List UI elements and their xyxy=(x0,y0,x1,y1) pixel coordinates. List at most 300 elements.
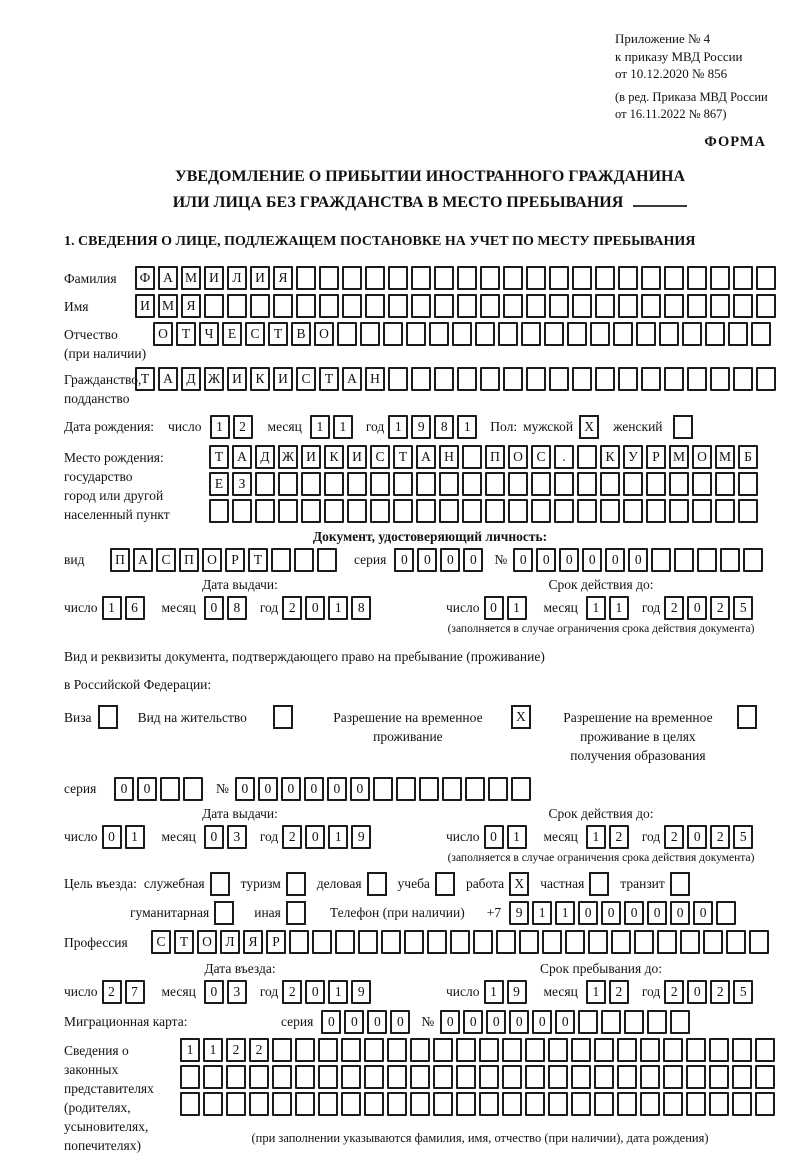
char-box[interactable] xyxy=(659,322,679,346)
char-box[interactable]: 0 xyxy=(628,548,648,572)
char-box[interactable]: 1 xyxy=(125,825,145,849)
char-box[interactable] xyxy=(342,294,362,318)
char-box[interactable] xyxy=(502,1092,522,1116)
char-box[interactable]: 0 xyxy=(513,548,533,572)
char-box[interactable] xyxy=(687,294,707,318)
char-box[interactable]: М xyxy=(715,445,735,469)
char-box[interactable]: 0 xyxy=(344,1010,364,1034)
char-box[interactable] xyxy=(749,930,769,954)
char-box[interactable]: Л xyxy=(227,266,247,290)
char-box[interactable] xyxy=(577,472,597,496)
char-box[interactable]: 1 xyxy=(328,596,348,620)
char-box[interactable]: 0 xyxy=(687,825,707,849)
char-box[interactable]: 0 xyxy=(321,1010,341,1034)
char-box[interactable]: 0 xyxy=(463,1010,483,1034)
char-box[interactable] xyxy=(480,367,500,391)
char-box[interactable]: 0 xyxy=(305,980,325,1004)
char-box[interactable] xyxy=(295,1092,315,1116)
char-box[interactable]: 0 xyxy=(367,1010,387,1034)
char-box[interactable] xyxy=(577,445,597,469)
char-box[interactable]: 1 xyxy=(586,825,606,849)
char-box[interactable] xyxy=(623,499,643,523)
char-box[interactable] xyxy=(278,499,298,523)
char-box[interactable] xyxy=(452,322,472,346)
char-box[interactable]: К xyxy=(250,367,270,391)
char-box[interactable] xyxy=(318,1065,338,1089)
char-box[interactable] xyxy=(710,266,730,290)
char-box[interactable] xyxy=(756,367,776,391)
char-box[interactable] xyxy=(549,367,569,391)
char-box[interactable]: 1 xyxy=(102,596,122,620)
char-box[interactable] xyxy=(457,266,477,290)
char-box[interactable] xyxy=(687,367,707,391)
char-box[interactable] xyxy=(480,266,500,290)
char-box[interactable]: 0 xyxy=(605,548,625,572)
char-box[interactable] xyxy=(160,777,180,801)
char-box[interactable]: 0 xyxy=(670,901,690,925)
char-box[interactable]: Я xyxy=(243,930,263,954)
char-box[interactable]: 1 xyxy=(180,1038,200,1062)
char-box[interactable] xyxy=(636,322,656,346)
char-box[interactable]: 1 xyxy=(507,596,527,620)
char-box[interactable] xyxy=(640,1092,660,1116)
char-box[interactable] xyxy=(272,1065,292,1089)
char-box[interactable]: 5 xyxy=(733,825,753,849)
char-box[interactable] xyxy=(709,1092,729,1116)
char-box[interactable]: А xyxy=(158,266,178,290)
char-box[interactable] xyxy=(572,294,592,318)
char-box[interactable] xyxy=(595,294,615,318)
char-box[interactable] xyxy=(347,499,367,523)
char-box[interactable] xyxy=(272,1038,292,1062)
char-box[interactable]: 0 xyxy=(304,777,324,801)
char-box[interactable] xyxy=(319,266,339,290)
char-box[interactable] xyxy=(617,1038,637,1062)
char-box[interactable] xyxy=(715,499,735,523)
char-box[interactable] xyxy=(456,1092,476,1116)
char-box[interactable]: Б xyxy=(738,445,758,469)
char-box[interactable] xyxy=(341,1038,361,1062)
char-box[interactable]: 2 xyxy=(664,596,684,620)
char-box[interactable] xyxy=(617,1065,637,1089)
char-box[interactable] xyxy=(433,1065,453,1089)
char-box[interactable] xyxy=(456,1065,476,1089)
char-box[interactable] xyxy=(641,266,661,290)
char-box[interactable]: 0 xyxy=(327,777,347,801)
char-box[interactable]: 2 xyxy=(249,1038,269,1062)
char-box[interactable]: 0 xyxy=(305,825,325,849)
char-box[interactable]: 1 xyxy=(532,901,552,925)
char-box[interactable] xyxy=(692,472,712,496)
char-box[interactable] xyxy=(565,930,585,954)
char-box[interactable]: 2 xyxy=(226,1038,246,1062)
char-box[interactable] xyxy=(669,499,689,523)
char-box[interactable]: 5 xyxy=(733,980,753,1004)
char-box[interactable]: И xyxy=(301,445,321,469)
char-box[interactable] xyxy=(618,294,638,318)
visa-checkbox[interactable] xyxy=(98,705,118,729)
char-box[interactable] xyxy=(294,548,314,572)
char-box[interactable] xyxy=(393,472,413,496)
char-box[interactable] xyxy=(710,294,730,318)
char-box[interactable] xyxy=(337,322,357,346)
char-box[interactable] xyxy=(647,1010,667,1034)
char-box[interactable] xyxy=(271,548,291,572)
char-box[interactable] xyxy=(462,445,482,469)
char-box[interactable]: С xyxy=(370,445,390,469)
char-box[interactable]: 0 xyxy=(484,825,504,849)
char-box[interactable] xyxy=(733,294,753,318)
char-box[interactable] xyxy=(295,1065,315,1089)
char-box[interactable] xyxy=(272,1092,292,1116)
char-box[interactable] xyxy=(755,1038,775,1062)
char-box[interactable] xyxy=(479,1092,499,1116)
char-box[interactable] xyxy=(373,777,393,801)
char-box[interactable]: 9 xyxy=(507,980,527,1004)
char-box[interactable]: 2 xyxy=(233,415,253,439)
char-box[interactable]: 1 xyxy=(328,980,348,1004)
char-box[interactable] xyxy=(226,1092,246,1116)
char-box[interactable] xyxy=(567,322,587,346)
char-box[interactable]: Д xyxy=(255,445,275,469)
char-box[interactable]: 0 xyxy=(624,901,644,925)
char-box[interactable]: 6 xyxy=(125,596,145,620)
char-box[interactable] xyxy=(743,548,763,572)
char-box[interactable]: 0 xyxy=(417,548,437,572)
char-box[interactable] xyxy=(393,499,413,523)
char-box[interactable]: 1 xyxy=(484,980,504,1004)
char-box[interactable] xyxy=(496,930,516,954)
char-box[interactable]: К xyxy=(600,445,620,469)
char-box[interactable] xyxy=(726,930,746,954)
char-box[interactable]: П xyxy=(179,548,199,572)
checkbox-sluzhebnaya[interactable] xyxy=(210,872,230,896)
char-box[interactable] xyxy=(370,499,390,523)
char-box[interactable]: 1 xyxy=(586,980,606,1004)
char-box[interactable] xyxy=(387,1092,407,1116)
temp-residence-edu-checkbox[interactable] xyxy=(737,705,757,729)
char-box[interactable]: 9 xyxy=(351,980,371,1004)
char-box[interactable] xyxy=(548,1065,568,1089)
checkbox-chastnaya[interactable] xyxy=(589,872,609,896)
char-box[interactable] xyxy=(498,322,518,346)
char-box[interactable]: 1 xyxy=(210,415,230,439)
char-box[interactable]: 5 xyxy=(733,596,753,620)
male-checkbox[interactable]: X xyxy=(579,415,599,439)
char-box[interactable] xyxy=(595,266,615,290)
char-box[interactable] xyxy=(318,1038,338,1062)
char-box[interactable]: О xyxy=(197,930,217,954)
char-box[interactable] xyxy=(317,548,337,572)
char-box[interactable] xyxy=(594,1038,614,1062)
char-box[interactable] xyxy=(387,1065,407,1089)
char-box[interactable] xyxy=(442,777,462,801)
char-box[interactable] xyxy=(388,294,408,318)
char-box[interactable]: 0 xyxy=(204,980,224,1004)
char-box[interactable] xyxy=(680,930,700,954)
char-box[interactable] xyxy=(669,472,689,496)
char-box[interactable] xyxy=(624,1010,644,1034)
char-box[interactable] xyxy=(640,1038,660,1062)
char-box[interactable]: Н xyxy=(365,367,385,391)
char-box[interactable] xyxy=(318,1092,338,1116)
char-box[interactable]: Д xyxy=(181,367,201,391)
char-box[interactable] xyxy=(324,499,344,523)
char-box[interactable] xyxy=(410,1092,430,1116)
char-box[interactable]: С xyxy=(296,367,316,391)
char-box[interactable] xyxy=(716,901,736,925)
char-box[interactable]: 0 xyxy=(687,596,707,620)
residence-permit-checkbox[interactable] xyxy=(273,705,293,729)
char-box[interactable] xyxy=(416,499,436,523)
char-box[interactable]: О xyxy=(202,548,222,572)
char-box[interactable]: 0 xyxy=(258,777,278,801)
char-box[interactable] xyxy=(456,1038,476,1062)
char-box[interactable]: 2 xyxy=(710,980,730,1004)
char-box[interactable]: 0 xyxy=(394,548,414,572)
char-box[interactable] xyxy=(180,1065,200,1089)
checkbox-inaya[interactable] xyxy=(286,901,306,925)
char-box[interactable]: 9 xyxy=(411,415,431,439)
char-box[interactable] xyxy=(526,294,546,318)
char-box[interactable]: А xyxy=(416,445,436,469)
char-box[interactable] xyxy=(502,1038,522,1062)
char-box[interactable]: О xyxy=(153,322,173,346)
char-box[interactable] xyxy=(439,499,459,523)
char-box[interactable] xyxy=(525,1038,545,1062)
char-box[interactable] xyxy=(387,1038,407,1062)
char-box[interactable]: У xyxy=(623,445,643,469)
char-box[interactable] xyxy=(646,472,666,496)
char-box[interactable]: И xyxy=(227,367,247,391)
char-box[interactable] xyxy=(525,1092,545,1116)
char-box[interactable] xyxy=(526,266,546,290)
char-box[interactable]: 1 xyxy=(457,415,477,439)
char-box[interactable] xyxy=(756,266,776,290)
char-box[interactable] xyxy=(227,294,247,318)
char-box[interactable] xyxy=(204,294,224,318)
char-box[interactable] xyxy=(255,499,275,523)
char-box[interactable]: 1 xyxy=(203,1038,223,1062)
char-box[interactable] xyxy=(503,266,523,290)
char-box[interactable] xyxy=(209,499,229,523)
char-box[interactable]: 0 xyxy=(390,1010,410,1034)
char-box[interactable]: К xyxy=(324,445,344,469)
char-box[interactable]: 0 xyxy=(582,548,602,572)
char-box[interactable] xyxy=(324,472,344,496)
char-box[interactable] xyxy=(686,1065,706,1089)
char-box[interactable] xyxy=(365,294,385,318)
char-box[interactable] xyxy=(664,266,684,290)
char-box[interactable]: А xyxy=(232,445,252,469)
char-box[interactable]: С xyxy=(245,322,265,346)
char-box[interactable]: 1 xyxy=(507,825,527,849)
char-box[interactable]: Я xyxy=(181,294,201,318)
char-box[interactable]: 2 xyxy=(664,825,684,849)
char-box[interactable] xyxy=(416,472,436,496)
char-box[interactable]: Ж xyxy=(204,367,224,391)
char-box[interactable] xyxy=(360,322,380,346)
char-box[interactable] xyxy=(249,1092,269,1116)
char-box[interactable] xyxy=(738,499,758,523)
char-box[interactable] xyxy=(715,472,735,496)
char-box[interactable] xyxy=(709,1038,729,1062)
char-box[interactable]: 1 xyxy=(609,596,629,620)
char-box[interactable]: 0 xyxy=(578,901,598,925)
char-box[interactable] xyxy=(439,472,459,496)
char-box[interactable] xyxy=(411,367,431,391)
char-box[interactable]: 0 xyxy=(484,596,504,620)
char-box[interactable] xyxy=(578,1010,598,1034)
char-box[interactable] xyxy=(751,322,771,346)
char-box[interactable] xyxy=(479,1038,499,1062)
char-box[interactable]: Р xyxy=(646,445,666,469)
char-box[interactable] xyxy=(203,1092,223,1116)
char-box[interactable] xyxy=(657,930,677,954)
char-box[interactable]: 0 xyxy=(555,1010,575,1034)
char-box[interactable] xyxy=(479,1065,499,1089)
char-box[interactable] xyxy=(682,322,702,346)
char-box[interactable]: О xyxy=(692,445,712,469)
char-box[interactable] xyxy=(674,548,694,572)
char-box[interactable] xyxy=(410,1065,430,1089)
char-box[interactable] xyxy=(651,548,671,572)
char-box[interactable] xyxy=(617,1092,637,1116)
char-box[interactable] xyxy=(720,548,740,572)
char-box[interactable] xyxy=(732,1065,752,1089)
char-box[interactable]: 0 xyxy=(350,777,370,801)
char-box[interactable]: 2 xyxy=(710,596,730,620)
char-box[interactable] xyxy=(462,499,482,523)
char-box[interactable]: 2 xyxy=(710,825,730,849)
char-box[interactable] xyxy=(549,294,569,318)
char-box[interactable]: Т xyxy=(209,445,229,469)
char-box[interactable]: 0 xyxy=(647,901,667,925)
char-box[interactable]: 0 xyxy=(536,548,556,572)
char-box[interactable] xyxy=(295,1038,315,1062)
char-box[interactable]: 0 xyxy=(114,777,134,801)
char-box[interactable]: П xyxy=(485,445,505,469)
char-box[interactable]: 0 xyxy=(204,596,224,620)
char-box[interactable] xyxy=(594,1065,614,1089)
checkbox-rabota[interactable]: X xyxy=(509,872,529,896)
char-box[interactable] xyxy=(319,294,339,318)
char-box[interactable] xyxy=(663,1038,683,1062)
char-box[interactable] xyxy=(480,294,500,318)
char-box[interactable] xyxy=(521,322,541,346)
char-box[interactable] xyxy=(732,1038,752,1062)
female-checkbox[interactable] xyxy=(673,415,693,439)
char-box[interactable] xyxy=(427,930,447,954)
char-box[interactable] xyxy=(705,322,725,346)
char-box[interactable] xyxy=(531,499,551,523)
char-box[interactable]: 2 xyxy=(664,980,684,1004)
char-box[interactable]: 0 xyxy=(693,901,713,925)
char-box[interactable]: 1 xyxy=(310,415,330,439)
char-box[interactable] xyxy=(554,499,574,523)
char-box[interactable] xyxy=(433,1038,453,1062)
char-box[interactable]: Т xyxy=(248,548,268,572)
char-box[interactable]: 1 xyxy=(333,415,353,439)
char-box[interactable] xyxy=(600,499,620,523)
char-box[interactable] xyxy=(473,930,493,954)
char-box[interactable] xyxy=(697,548,717,572)
char-box[interactable] xyxy=(411,294,431,318)
char-box[interactable] xyxy=(756,294,776,318)
char-box[interactable]: И xyxy=(347,445,367,469)
char-box[interactable] xyxy=(572,367,592,391)
char-box[interactable] xyxy=(511,777,531,801)
char-box[interactable] xyxy=(755,1065,775,1089)
char-box[interactable]: 0 xyxy=(486,1010,506,1034)
char-box[interactable]: И xyxy=(273,367,293,391)
char-box[interactable] xyxy=(301,472,321,496)
char-box[interactable] xyxy=(358,930,378,954)
char-box[interactable]: Л xyxy=(220,930,240,954)
char-box[interactable]: 0 xyxy=(235,777,255,801)
char-box[interactable] xyxy=(641,294,661,318)
char-box[interactable]: 1 xyxy=(586,596,606,620)
char-box[interactable] xyxy=(594,1092,614,1116)
char-box[interactable]: С xyxy=(151,930,171,954)
char-box[interactable] xyxy=(434,294,454,318)
char-box[interactable]: 2 xyxy=(282,825,302,849)
char-box[interactable]: И xyxy=(135,294,155,318)
char-box[interactable] xyxy=(502,1065,522,1089)
char-box[interactable] xyxy=(572,266,592,290)
char-box[interactable] xyxy=(732,1092,752,1116)
char-box[interactable]: 2 xyxy=(609,825,629,849)
char-box[interactable]: 0 xyxy=(559,548,579,572)
char-box[interactable] xyxy=(613,322,633,346)
char-box[interactable] xyxy=(525,1065,545,1089)
char-box[interactable] xyxy=(465,777,485,801)
char-box[interactable]: Н xyxy=(439,445,459,469)
char-box[interactable] xyxy=(434,367,454,391)
char-box[interactable] xyxy=(503,294,523,318)
char-box[interactable] xyxy=(519,930,539,954)
char-box[interactable] xyxy=(450,930,470,954)
char-box[interactable]: Е xyxy=(222,322,242,346)
char-box[interactable] xyxy=(203,1065,223,1089)
char-box[interactable] xyxy=(226,1065,246,1089)
char-box[interactable] xyxy=(670,1010,690,1034)
char-box[interactable]: 7 xyxy=(125,980,145,1004)
char-box[interactable]: Т xyxy=(174,930,194,954)
char-box[interactable] xyxy=(462,472,482,496)
char-box[interactable] xyxy=(548,1092,568,1116)
char-box[interactable] xyxy=(419,777,439,801)
char-box[interactable]: 0 xyxy=(440,548,460,572)
char-box[interactable] xyxy=(640,1065,660,1089)
char-box[interactable] xyxy=(388,266,408,290)
char-box[interactable] xyxy=(488,777,508,801)
char-box[interactable]: 0 xyxy=(509,1010,529,1034)
char-box[interactable] xyxy=(383,322,403,346)
char-box[interactable] xyxy=(571,1092,591,1116)
char-box[interactable] xyxy=(601,1010,621,1034)
char-box[interactable]: 1 xyxy=(555,901,575,925)
char-box[interactable]: А xyxy=(342,367,362,391)
char-box[interactable] xyxy=(692,499,712,523)
char-box[interactable]: Р xyxy=(266,930,286,954)
char-box[interactable] xyxy=(289,930,309,954)
char-box[interactable] xyxy=(434,266,454,290)
char-box[interactable] xyxy=(341,1065,361,1089)
char-box[interactable] xyxy=(686,1038,706,1062)
char-box[interactable] xyxy=(255,472,275,496)
char-box[interactable] xyxy=(577,499,597,523)
